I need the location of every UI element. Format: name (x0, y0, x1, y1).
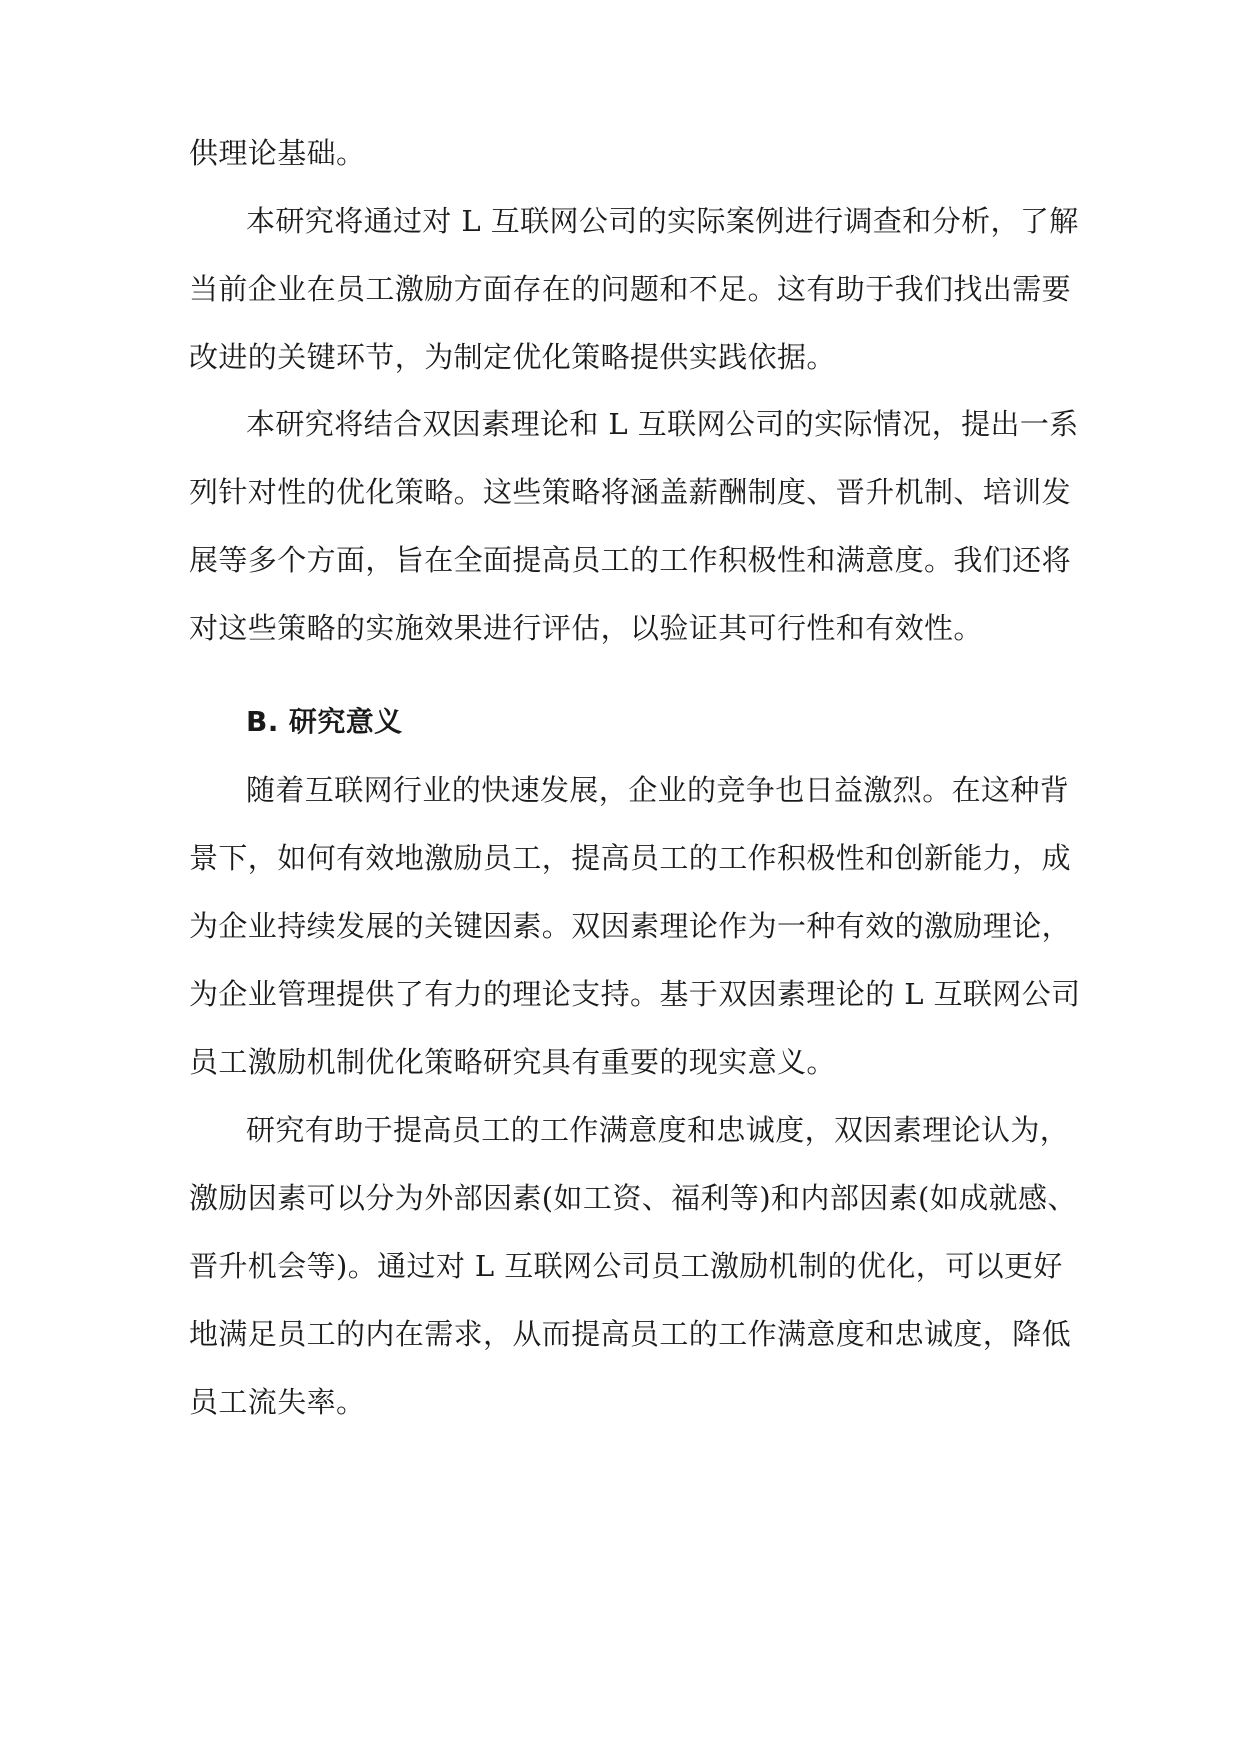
para2-line-4: 对这些策略的实施效果进行评估，以验证其可行性和有效性。 (189, 611, 983, 645)
para3-line-2: 景下，如何有效地激励员工，提高员工的工作积极性和创新能力，成 (189, 841, 1072, 875)
para3-line-5: 员工激励机制优化策略研究具有重要的现实意义。 (189, 1045, 836, 1079)
para1-line-3: 改进的关键环节，为制定优化策略提供实践依据。 (189, 340, 836, 374)
para4-line-1: 研究有助于提高员工的工作满意度和忠诚度，双因素理论认为， (246, 1113, 1070, 1147)
para2-line-3: 展等多个方面，旨在全面提高员工的工作积极性和满意度。我们还将 (189, 543, 1072, 577)
intro-tail-line: 供理论基础。 (189, 136, 366, 170)
para4-line-4: 地满足员工的内在需求，从而提高员工的工作满意度和忠诚度，降低 (189, 1317, 1072, 1351)
para4-line-2: 激励因素可以分为外部因素(如工资、福利等)和内部因素(如成就感、 (189, 1181, 1077, 1215)
para3-line-1: 随着互联网行业的快速发展，企业的竞争也日益激烈。在这种背 (246, 773, 1070, 807)
para1-line-2: 当前企业在员工激励方面存在的问题和不足。这有助于我们找出需要 (189, 272, 1072, 306)
para3-line-3: 为企业持续发展的关键因素。双因素理论作为一种有效的激励理论， (189, 909, 1072, 943)
para4-line-3: 晋升机会等)。通过对 L 互联网公司员工激励机制的优化，可以更好 (189, 1249, 1063, 1283)
para3-line-4: 为企业管理提供了有力的理论支持。基于双因素理论的 L 互联网公司 (189, 977, 1081, 1011)
para2-line-2: 列针对性的优化策略。这些策略将涵盖薪酬制度、晋升机制、培训发 (189, 475, 1072, 509)
para2-line-1: 本研究将结合双因素理论和 L 互联网公司的实际情况，提出一系 (246, 407, 1079, 441)
para4-line-5: 员工流失率。 (189, 1385, 366, 1419)
section-heading: B. 研究意义 (246, 705, 403, 738)
para1-line-1: 本研究将通过对 L 互联网公司的实际案例进行调查和分析，了解 (246, 204, 1079, 238)
